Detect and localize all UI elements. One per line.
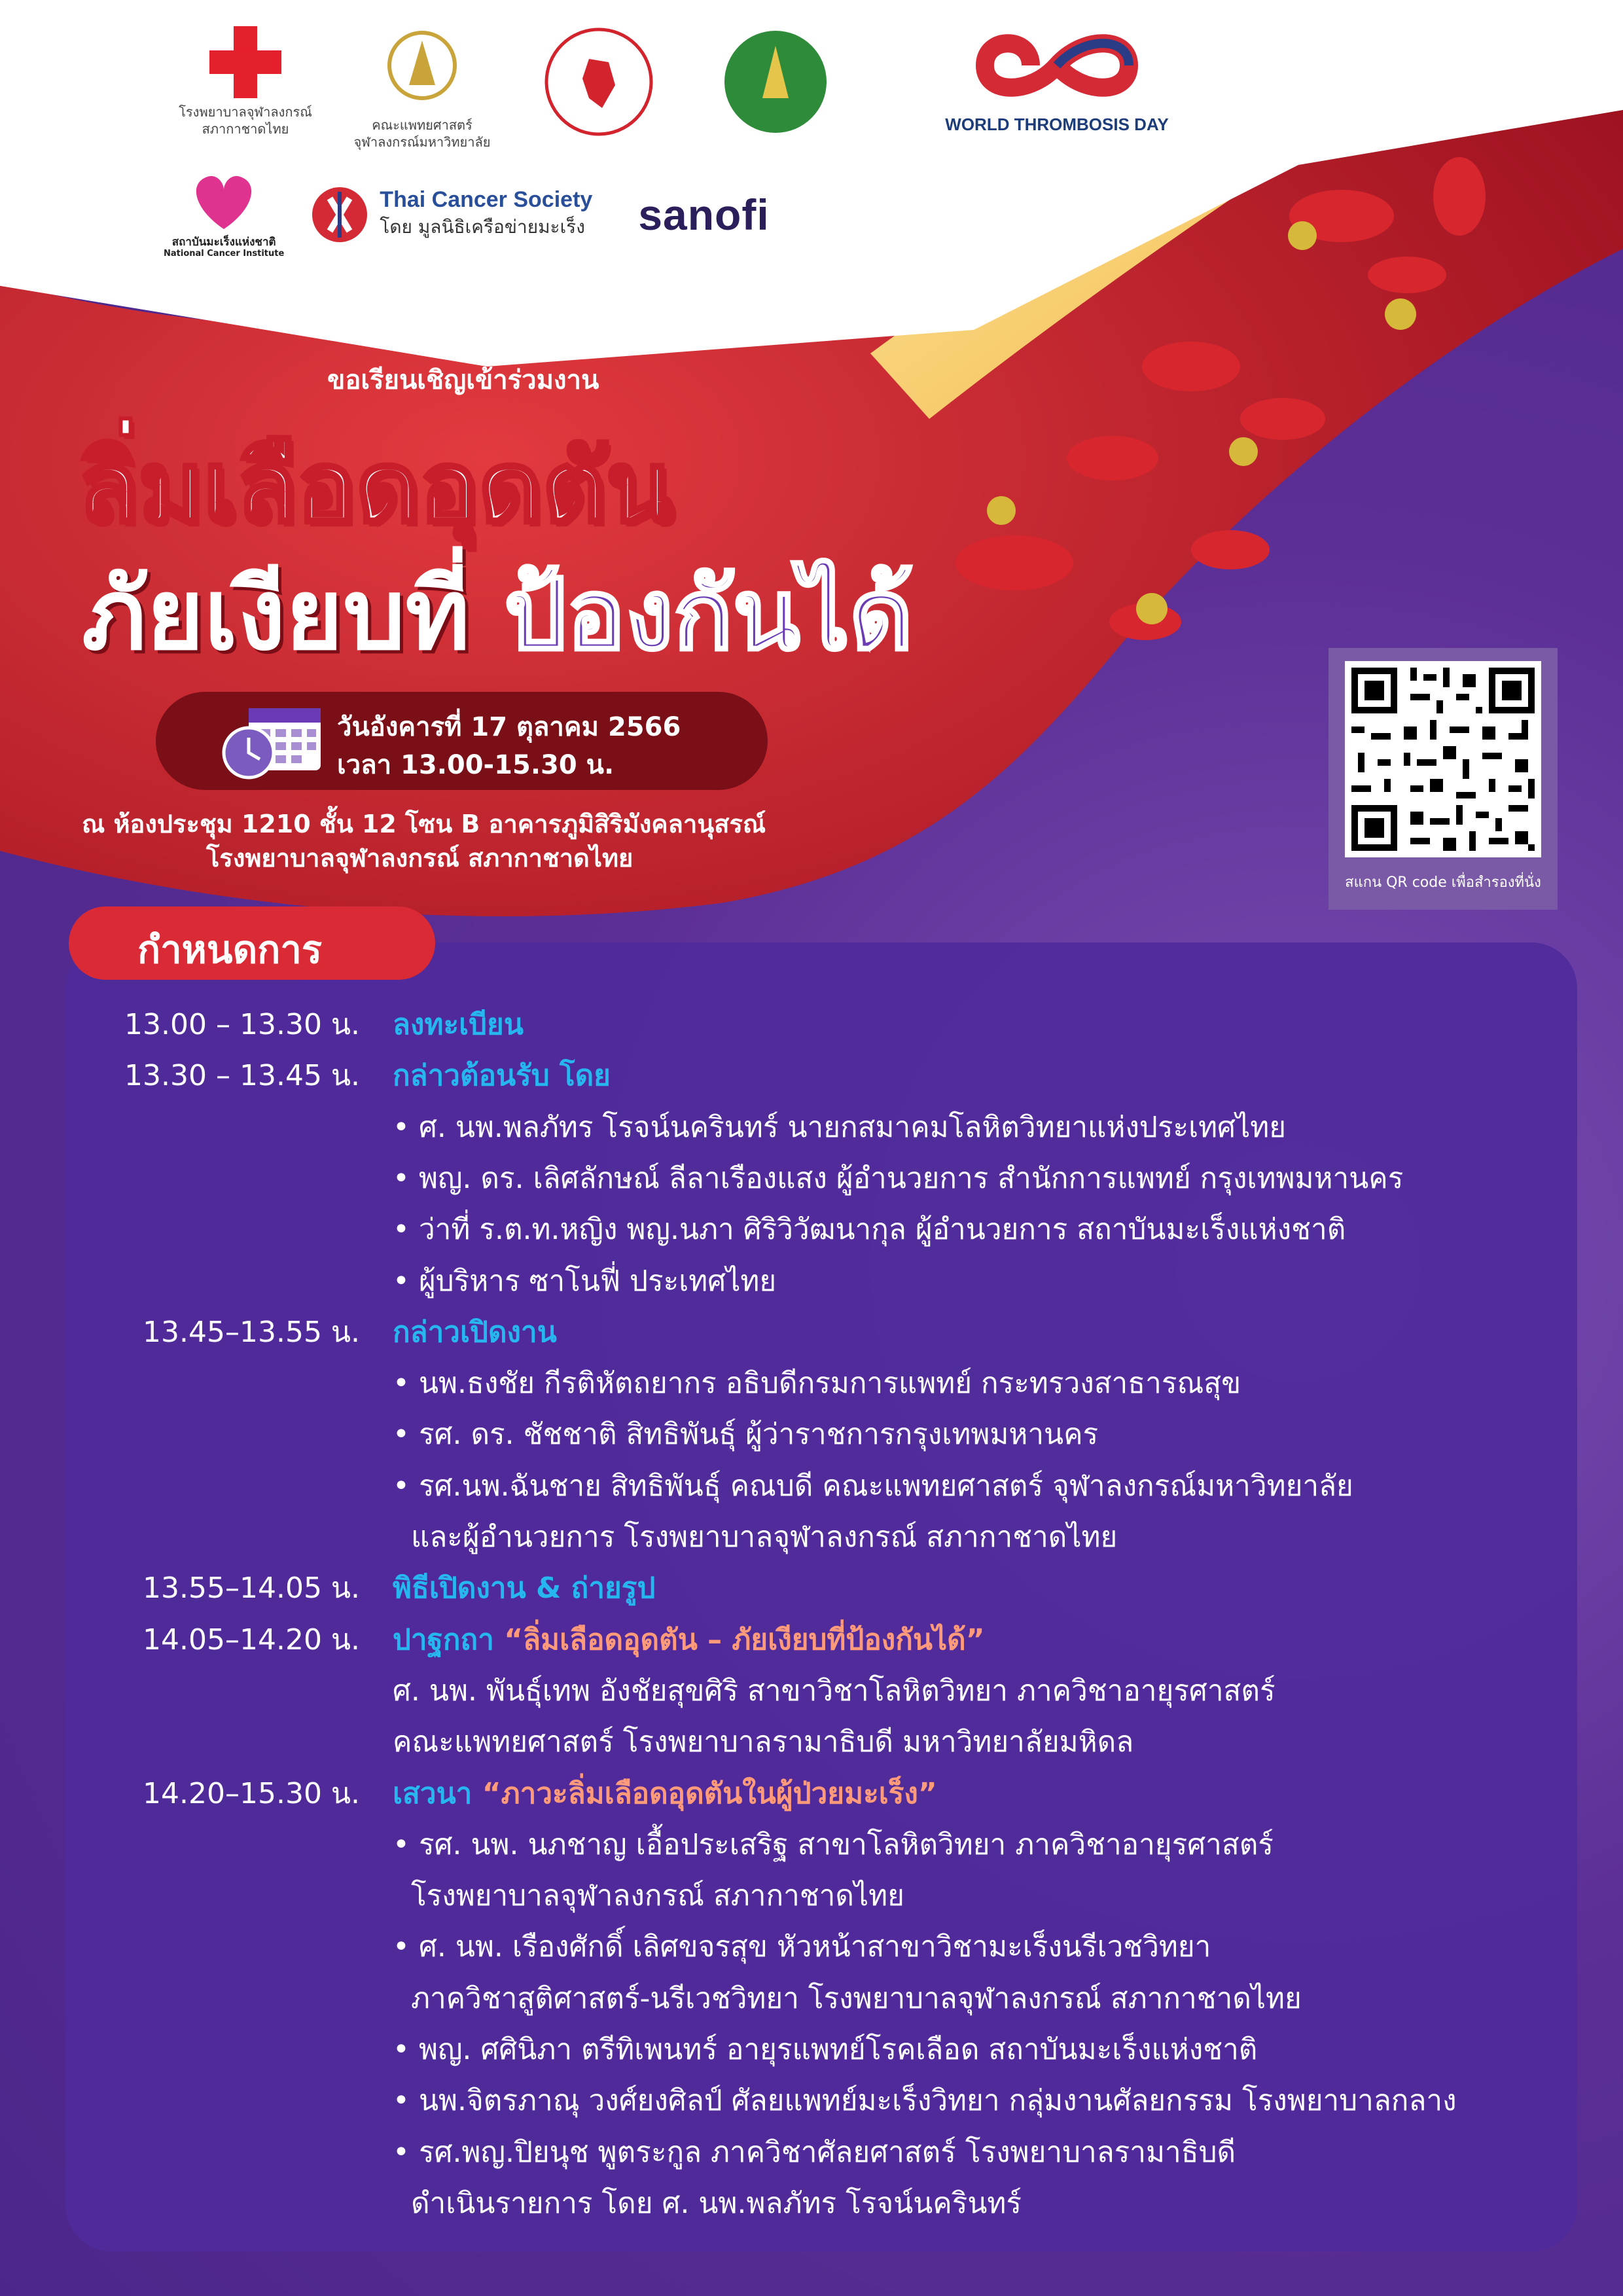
- schedule-time: 13.00 – 13.30 น.: [124, 1008, 360, 1041]
- sponsor-logos: [164, 170, 770, 259]
- nci-caption: สถาบันมะเร็งแห่งชาติ: [171, 236, 276, 249]
- red-cross-icon: [209, 26, 281, 98]
- schedule-topic-row: [393, 1617, 985, 1662]
- schedule-topic-row: [393, 1001, 524, 1047]
- schedule-detail: • พญ. ดร. เลิศลักษณ์ ลีลาเรืองแสง ผู้อำนวยการ สำนักการแพทย์ กรุงเทพมหานคร: [393, 1161, 1404, 1195]
- nci-caption-en: National Cancer Institute: [164, 249, 285, 259]
- schedule-topic: พิธีเปิดงาน & ถ่ายรูป: [393, 1571, 656, 1605]
- schedule-detail: • ว่าที่ ร.ต.ท.หญิง พญ.นภา ศิริวิวัฒนากุล ผู้อำนวยการ สถาบันมะเร็งแห่งชาติ: [393, 1213, 1346, 1247]
- bma-seal-icon: [723, 26, 828, 137]
- medicine-caption: คณะแพทยศาสตร์ จุฬาลงกรณ์มหาวิทยาลัย: [353, 117, 491, 150]
- redcross-logo: [177, 26, 314, 137]
- schedule-topic-row: [393, 1770, 937, 1816]
- world-thrombosis-day-logo: [929, 23, 1185, 135]
- schedule-quote: “ภาวะลิ่มเลือดอุดตันในผู้ป่วยมะเร็ง”: [482, 1776, 937, 1810]
- hematology-seal-icon: [543, 26, 654, 137]
- tcs-sub: โดย มูลนิธิเครือข่ายมะเร็ง: [380, 216, 585, 238]
- schedule-topic: เสวนา: [393, 1776, 482, 1810]
- title-line1: ลิ่มเลือดอุดตัน: [79, 431, 673, 545]
- schedule-topic-row: [393, 1052, 611, 1098]
- schedule-detail: • พญ. ศศินิภา ตรีทิเพนทร์ อายุรแพทย์โรคเลือด สถาบันมะเร็งแห่งชาติ: [393, 2033, 1258, 2066]
- title-line2: [82, 537, 913, 692]
- schedule-detail: • รศ.พญ.ปิยนุช พูตระกูล ภาควิชาศัลยศาสตร์ โรงพยาบาลรามาธิบดี: [393, 2135, 1236, 2169]
- partner-logos: [177, 26, 844, 151]
- schedule-detail: • นพ.ธงชัย กีรติหัตถยากร อธิบดีกรมการแพทย์ กระทรวงสาธารณสุข: [393, 1367, 1241, 1401]
- schedule-time: 14.20–15.30 น.: [143, 1776, 360, 1810]
- schedule-time: 13.45–13.55 น.: [143, 1315, 360, 1349]
- schedule-detail: • ผู้บริหาร ซาโนฟี่ ประเทศไทย: [393, 1264, 777, 1298]
- schedule-topic: กล่าวเปิดงาน: [393, 1315, 557, 1349]
- qr-card: [1329, 648, 1558, 910]
- title-line2-a: ภัยเงียบที่: [82, 558, 505, 672]
- event-time: เวลา 13.00-15.30 น.: [337, 750, 615, 780]
- schedule-topic: ลงทะเบียน: [393, 1008, 524, 1041]
- calendar-clock-icon: [219, 702, 324, 780]
- venue-line2: โรงพยาบาลจุฬาลงกรณ์ สภากาชาดไทย: [206, 844, 633, 872]
- schedule-detail: • รศ. นพ. นภชาญ เอื้อประเสริฐ สาขาโลหิตวิทยา ภาควิชาอายุรศาสตร์: [393, 1827, 1274, 1861]
- tcs-name: Thai Cancer Society: [380, 187, 593, 213]
- schedule-detail: ภาควิชาสูติศาสตร์-นรีเวชวิทยา โรงพยาบาลจุฬาลงกรณ์ สภากาชาดไทย: [393, 1981, 1302, 2015]
- hematology-logo: [530, 26, 668, 137]
- invite-text: ขอเรียนเชิญเข้าร่วมงาน: [327, 365, 599, 395]
- qr-code[interactable]: [1345, 661, 1541, 857]
- schedule-detail: คณะแพทยศาสตร์ โรงพยาบาลรามาธิบดี มหาวิทยาลัยมหิดล: [393, 1725, 1134, 1759]
- schedule-quote: “ลิ่มเลือดอุดตัน – ภัยเงียบที่ป้องกันได้”: [504, 1623, 985, 1657]
- schedule-detail: • นพ.จิตรภาณุ วงศ์ยงศิลป์ ศัลยแพทย์มะเร็งวิทยา กลุ่มงานศัลยกรรม โรงพยาบาลกลาง: [393, 2084, 1457, 2118]
- faculty-emblem-icon: [383, 26, 461, 111]
- nci-heart-icon: [188, 170, 260, 236]
- cancer-ribbon-icon: [310, 185, 369, 244]
- infinity-icon: [972, 23, 1142, 108]
- qr-caption: สแกน QR code เพื่อสำรองที่นั่ง: [1345, 874, 1541, 891]
- tcs-logo: [310, 185, 592, 244]
- schedule-detail: ศ. นพ. พันธุ์เทพ อังชัยสุขศิริ สาขาวิชาโลหิตวิทยา ภาควิชาอายุรศาสตร์: [393, 1674, 1275, 1708]
- title-line2-accent: ป้องกันได้: [504, 558, 914, 672]
- schedule-detail: และผู้อำนวยการ โรงพยาบาลจุฬาลงกรณ์ สภากาชาดไทย: [393, 1520, 1118, 1554]
- schedule-detail: ดำเนินรายการ โดย ศ. นพ.พลภัทร โรจน์นครินทร์: [393, 2186, 1022, 2220]
- qr-code-icon: [1345, 661, 1541, 857]
- schedule-detail: • ศ. นพ. เรืองศักดิ์ เลิศขจรสุข หัวหน้าสาขาวิชามะเร็งนรีเวชวิทยา: [393, 1930, 1211, 1964]
- schedule-topic-row: [393, 1309, 557, 1355]
- schedule-time: 13.30 – 13.45 น.: [124, 1059, 360, 1093]
- schedule-title: กำหนดการ: [137, 927, 323, 972]
- schedule-topic: ปาฐกถา: [393, 1623, 505, 1657]
- redcross-caption: โรงพยาบาลจุฬาลงกรณ์ สภากาชาดไทย: [179, 104, 312, 137]
- schedule-topic-row: [393, 1565, 655, 1611]
- venue-line1: ณ ห้องประชุม 1210 ชั้น 12 โซน B อาคารภูมิสิริมังคลานุสรณ์: [82, 810, 766, 838]
- nci-logo: [164, 170, 284, 259]
- wtd-caption: WORLD THROMBOSIS DAY: [945, 115, 1169, 134]
- sanofi-logo: sanofi: [638, 190, 770, 239]
- schedule-time: 14.05–14.20 น.: [143, 1623, 360, 1657]
- schedule-time: 13.55–14.05 น.: [143, 1571, 360, 1605]
- medicine-logo: [353, 26, 491, 151]
- schedule-detail: • ศ. นพ.พลภัทร โรจน์นครินทร์ นายกสมาคมโลหิตวิทยาแห่งประเทศไทย: [393, 1110, 1286, 1144]
- schedule-detail: • รศ.นพ.ฉันชาย สิทธิพันธุ์ คณบดี คณะแพทยศาสตร์ จุฬาลงกรณ์มหาวิทยาลัย: [393, 1469, 1353, 1503]
- schedule-detail: • รศ. ดร. ชัชชาติ สิทธิพันธุ์ ผู้ว่าราชการกรุงเทพมหานคร: [393, 1418, 1099, 1452]
- schedule-topic: กล่าวต้อนรับ โดย: [393, 1059, 611, 1093]
- event-date: วันอังคารที่ 17 ตุลาคม 2566: [337, 712, 681, 742]
- bma-medical-logo: [707, 26, 844, 137]
- schedule-detail: โรงพยาบาลจุฬาลงกรณ์ สภากาชาดไทย: [393, 1879, 904, 1913]
